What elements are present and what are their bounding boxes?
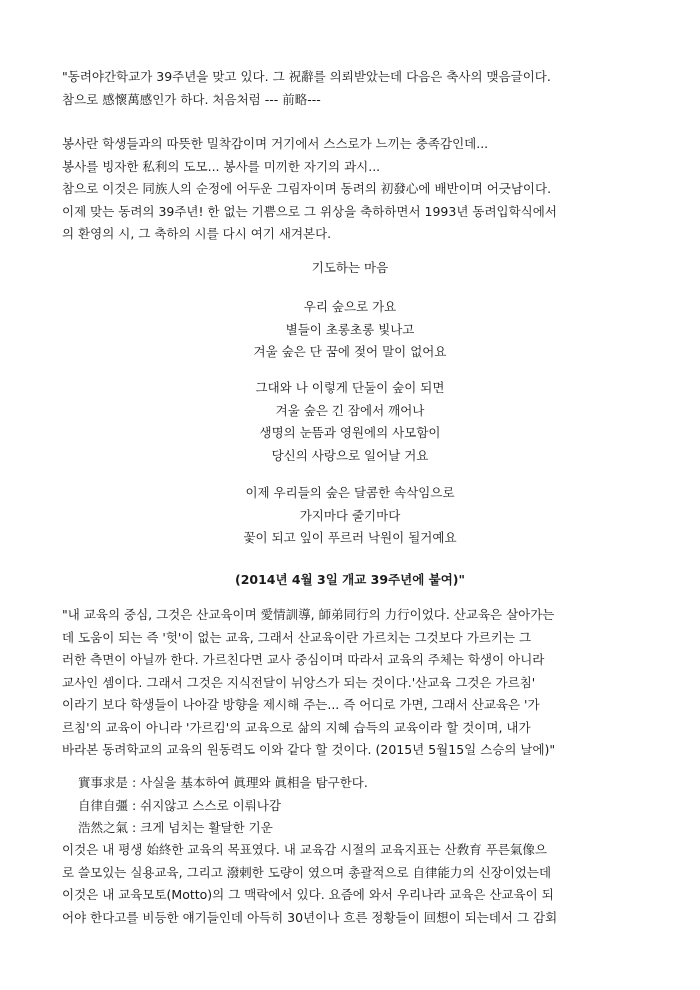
poem-stanza-2: [62, 377, 638, 467]
text-line: "동려야간학교가 39주년을 맞고 있다. 그 祝辭를 의뢰받았는데 다음은 축사의 맺음글이다.: [62, 69, 551, 84]
poem-stanza-3: [62, 482, 638, 550]
text-line: 의 환영의 시, 그 축하의 시를 다시 여기 새겨본다.: [62, 226, 332, 241]
volunteer-paragraph: [62, 133, 638, 246]
motto-item: 實事求是 : 사실을 基本하여 眞理와 眞相을 탐구한다.: [78, 775, 368, 790]
intro-paragraph: [62, 66, 638, 111]
text-line: 이것은 내 평생 始終한 교육의 목표였다. 내 교육감 시절의 교육지표는 산敎育 푸른氣像으: [62, 842, 547, 857]
text-line: 이제 맞는 동려의 39주년! 한 없는 기쁨으로 그 위상을 축하하면서 1993년 동려입학식에서: [62, 203, 557, 219]
motto-item: 自律自彊 : 쉬지않고 스스로 이뤄나감: [78, 797, 281, 813]
motto-list: [78, 772, 638, 840]
poem-line: 별들이 초롱초롱 빛나고: [285, 321, 415, 337]
poem-line: 꽃이 되고 잎이 푸르러 낙원이 될거예요: [243, 530, 457, 545]
text-line: 이라기 보다 학생들이 나아갈 방향을 제시해 주는... 즉 어디로 가면, 그래서 산교육은 '가: [62, 697, 540, 712]
poem-title: 기도하는 마음: [311, 260, 389, 275]
text-line: 로 쓸모있는 실용교육, 그리고 潑剌한 도량이 였으며 총괄적으로 自律能力의 신장이었는데: [62, 864, 552, 880]
text-line: "내 교육의 중심, 그것은 산교육이며 愛情訓導, 師弟同行의 力行이었다. 산교육은 살아가는: [62, 607, 555, 622]
poem-line: 이제 우리들의 숲은 달콤한 속삭임으로: [245, 485, 455, 500]
text-line: 참으로 이것은 同族人의 순정에 어두운 그림자이며 동려의 初發心에 배반이며 어긋남이다.: [62, 181, 552, 196]
education-paragraph: [62, 604, 638, 762]
poem-line: 가지마다 줄기마다: [299, 507, 401, 523]
poem-line: 겨울 숲은 단 꿈에 젖어 말이 없어요: [253, 344, 447, 359]
text-line: 이것은 내 교육모토(Motto)의 그 맥락에서 있다. 요즘에 와서 우리나라 교육은 산교육이 되: [62, 887, 554, 902]
text-line: 어야 한다고를 비등한 얘기들인데 아득히 30년이나 흐른 정황들이 回想이 되는데서 그 감회: [62, 909, 558, 925]
poem-line: 우리 숲으로 가요: [303, 299, 397, 314]
poem-line: 겨울 숲은 긴 잠에서 깨어나: [275, 402, 425, 418]
text-line: 러한 측면이 아닐까 한다. 가르친다면 교사 중심이며 따라서 교육의 주체는 학생이 아니라: [62, 652, 545, 667]
poem-stanza-1: [62, 296, 638, 364]
poem-line: 그대와 나 이렇게 단둘이 숲이 되면: [255, 380, 445, 395]
poem-line: 당신의 사랑으로 일어날 거요: [271, 447, 429, 463]
text-line: 데 도움이 되는 즉 '헛'이 없는 교육, 그래서 산교육이란 가르치는 그것보다 가르키는 그: [62, 629, 532, 645]
text-line: 봉사란 학생들과의 따뜻한 밀착감이며 거기에서 스스로가 느끼는 충족감인데...: [62, 136, 489, 151]
text-line: 봉사를 빙자한 私利의 도모... 봉사를 미끼한 자기의 과시...: [62, 158, 381, 174]
motto-item: 浩然之氣 : 크게 넘치는 활달한 기운: [78, 820, 273, 835]
text-line: 참으로 感懷萬感인가 하다. 처음처럼 --- 前略---: [62, 91, 321, 107]
poem-line: 생명의 눈뜸과 영원에의 사모함이: [259, 425, 441, 440]
text-line: 교사인 셈이다. 그래서 그것은 지식전달이 뉘앙스가 되는 것이다.'산교육 그것은 가르침': [62, 674, 536, 690]
text-line: 바라본 동려학교의 교육의 원동력도 이와 같다 할 것이다. (2015년 5월15일 스승의 날에)": [62, 742, 556, 757]
poem-date: (2014년 4월 3일 개교 39주년에 붙여)": [234, 572, 466, 587]
text-line: 르침'의 교육이 아니라 '가르킴'의 교육으로 삶의 지혜 습득의 교육이라 할 것이며, 내가: [62, 719, 531, 735]
closing-paragraph: [62, 839, 638, 929]
